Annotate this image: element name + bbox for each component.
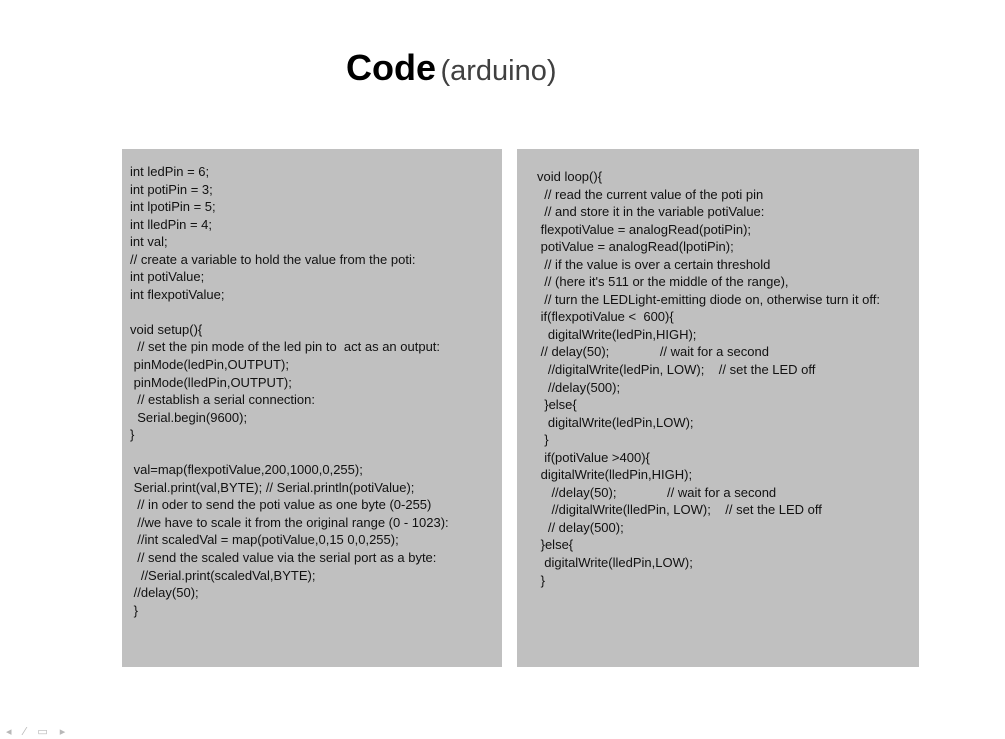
slide-navigation xyxy=(6,726,65,737)
code-line: //int scaledVal = map(potiValue,0,15 0,0,255); xyxy=(130,532,399,548)
code-line: //Serial.print(scaledVal,BYTE); xyxy=(130,567,316,583)
slide-title-sub: (arduino) xyxy=(440,55,557,87)
code-line: Serial.print(val,BYTE); // Serial.println(potiValue); xyxy=(130,479,415,495)
code-line: // (here it's 511 or the middle of the range), xyxy=(537,274,789,290)
code-line: // send the scaled value via the serial port as a byte: xyxy=(130,550,437,566)
code-line: digitalWrite(ledPin,HIGH); xyxy=(537,326,697,342)
nav-first-icon[interactable]: ◂ xyxy=(6,725,12,738)
nav-back-icon[interactable]: ⁄ xyxy=(23,725,26,738)
code-line: // if the value is over a certain threshold xyxy=(537,256,771,272)
slide-title-main: Code xyxy=(346,47,436,88)
code-line: digitalWrite(lledPin,LOW); xyxy=(537,555,693,571)
code-line xyxy=(130,303,502,321)
code-line: pinMode(ledPin,OUTPUT); xyxy=(130,357,289,373)
code-panel-right xyxy=(517,149,919,667)
slide-title xyxy=(346,47,557,88)
code-line: // read the current value of the poti pin xyxy=(537,186,764,202)
code-line: } xyxy=(537,572,545,588)
code-line: int ledPin = 6; xyxy=(130,164,210,179)
nav-menu-icon[interactable]: ▭ xyxy=(37,725,48,738)
code-line: Serial.begin(9600); xyxy=(130,409,248,425)
code-line: void setup(){ xyxy=(130,321,203,337)
code-line: // delay(50); // wait for a second xyxy=(537,344,769,360)
code-line: if(potiValue >400){ xyxy=(537,449,650,465)
code-line: flexpotiValue = analogRead(potiPin); xyxy=(537,221,752,237)
code-line: // and store it in the variable potiValue: xyxy=(537,204,765,220)
code-line: potiValue = analogRead(lpotiPin); xyxy=(537,239,734,255)
code-line: digitalWrite(ledPin,LOW); xyxy=(537,414,694,430)
code-line: int lpotiPin = 5; xyxy=(130,199,216,215)
code-panel-left xyxy=(122,149,502,667)
code-line: int potiValue; xyxy=(130,269,205,285)
code-line: } xyxy=(130,602,138,618)
code-line xyxy=(130,444,502,462)
code-line: //delay(500); xyxy=(537,379,621,395)
nav-forward-icon[interactable]: ▸ xyxy=(59,725,66,738)
code-line: pinMode(lledPin,OUTPUT); xyxy=(130,374,292,390)
code-line: digitalWrite(lledPin,HIGH); xyxy=(537,467,693,483)
code-line: // delay(500); xyxy=(537,519,624,535)
code-line: int potiPin = 3; xyxy=(130,181,213,197)
code-line: //delay(50); xyxy=(130,585,199,601)
code-line: //delay(50); // wait for a second xyxy=(537,484,777,500)
code-line: // in oder to send the poti value as one byte (0-255) xyxy=(130,497,432,513)
code-line: //digitalWrite(ledPin, LOW); // set the LED off xyxy=(537,362,816,378)
code-line: // turn the LEDLight-emitting diode on, otherwise turn it off: xyxy=(537,291,881,307)
code-line: int flexpotiValue; xyxy=(130,286,225,302)
code-line: // create a variable to hold the value from the poti: xyxy=(130,251,416,267)
code-line: }else{ xyxy=(537,537,574,553)
code-line: } xyxy=(130,427,135,443)
code-line: //we have to scale it from the original range (0 - 1023): xyxy=(130,514,449,530)
code-line: int lledPin = 4; xyxy=(130,216,213,232)
code-line: // establish a serial connection: xyxy=(130,392,315,408)
code-line: //digitalWrite(lledPin, LOW); // set the LED off xyxy=(537,502,822,518)
code-line: // set the pin mode of the led pin to act as an output: xyxy=(130,339,441,355)
code-line: int val; xyxy=(130,234,168,250)
code-line: }else{ xyxy=(537,397,577,413)
code-line: if(flexpotiValue < 600){ xyxy=(537,309,674,325)
code-line: val=map(flexpotiValue,200,1000,0,255); xyxy=(130,462,363,478)
code-line: } xyxy=(537,432,549,448)
code-line: void loop(){ xyxy=(537,169,603,184)
